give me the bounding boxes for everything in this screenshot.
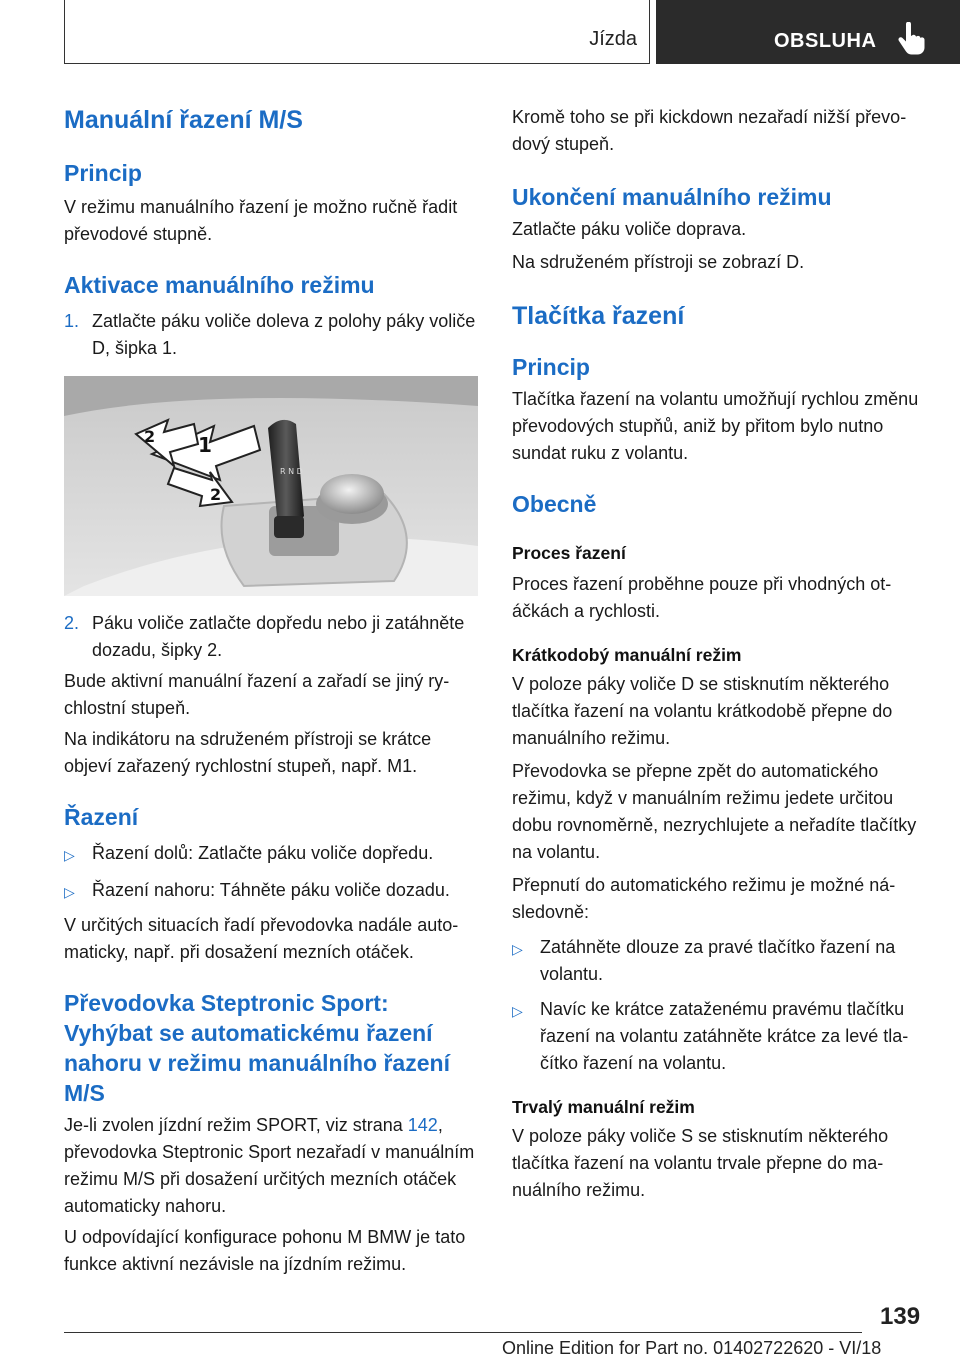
hand-pointer-icon <box>896 22 926 56</box>
bullet-shift-down <box>64 840 478 869</box>
section-title: Jízda <box>589 28 637 50</box>
heading-permanent: Trvalý manuální režim <box>512 1097 695 1117</box>
bullet-icon: ▷ <box>64 847 75 863</box>
heading-principle: Princip <box>64 160 142 186</box>
paragraph-sport <box>64 1112 478 1220</box>
heading-activation: Aktivace manuálního režimu <box>64 272 375 298</box>
paragraph-sport-a: Je-li zvolen jízdní režim SPORT, viz strana <box>64 1115 408 1135</box>
svg-text:1: 1 <box>198 433 212 457</box>
right-column <box>512 100 928 1204</box>
bullet-icon: ▷ <box>512 1003 523 1019</box>
paragraph-short-term: V poloze páky voliče D se stisknutím některého tlačítka řazení na volantu krátkodobě přepne do manuálního režimu. <box>512 674 893 748</box>
step-2-number: 2. <box>64 613 80 633</box>
footer-edition: Online Edition for Part no. 01402722620 - VI/18 <box>502 1338 882 1358</box>
paragraph-permanent: V poloze páky voliče S se stisknutím některého tlačítka řazení na volantu trvale přepne do manuálního režimu. <box>512 1126 889 1200</box>
paragraph-sport-b: , převodovka Steptronic Sport nezařadí v manuálním režimu M/S při dosažení určitých mezních otáček automaticky nahoru. <box>64 1115 475 1216</box>
heading-shifting: Řazení <box>64 804 139 830</box>
page-link-142[interactable]: 142 <box>407 1115 438 1135</box>
page-number: 139 <box>880 1303 921 1330</box>
gear-selector-photo <box>64 376 478 596</box>
paragraph-shows-d: Na sdruženém přístroji se zobrazí D. <box>512 252 805 272</box>
footer-rule <box>64 1332 862 1333</box>
bullet-shift-up-text: Řazení nahoru: Táhněte páku voliče dozadu. <box>92 880 450 900</box>
paragraph-process: Proces řazení proběhne pouze při vhodných otáčkách a rychlosti. <box>512 574 892 621</box>
bullet-pull-left <box>512 996 928 1077</box>
bullet-icon: ▷ <box>512 941 523 957</box>
svg-text:2: 2 <box>210 485 222 504</box>
bullet-shift-up <box>64 877 478 906</box>
bullet-icon: ▷ <box>64 884 75 900</box>
step-2-text: Páku voliče zatlačte dopředu nebo ji zatáhněte dozadu, šipky 2. <box>92 613 465 660</box>
gear-selector-illustration <box>64 376 478 596</box>
heading-steptronic: Převodovka Steptronic Sport: Vyhýbat se automatickému řazení nahoru v režimu manuálního řazení M/S <box>64 990 450 1106</box>
paragraph-switching: Přepnutí do automatického režimu je možné následovně: <box>512 875 896 922</box>
step-1 <box>64 308 478 362</box>
heading-manual-shifting: Manuální řazení M/S <box>64 106 303 134</box>
heading-shift-buttons: Tlačítka řazení <box>512 302 685 330</box>
bullet-pull-left-text: Navíc ke krátce zataženému pravému tlačítku řazení na volantu zatáhněte krátce za levé tlačítko řazení na volantu. <box>540 999 909 1073</box>
heading-process: Proces řazení <box>512 543 626 563</box>
paragraph-indicator: Na indikátoru na sdruženém přístroji se krátce objeví zařazený rychlostní stupeň, např. M1. <box>64 729 432 776</box>
chapter-title: OBSLUHA <box>774 30 877 52</box>
paragraph-situations: V určitých situacích řadí převodovka nadále automaticky, např. při dosažení mezních otáček. <box>64 915 459 962</box>
step-1-text: Zatlačte páku voliče doleva z polohy páky voliče D, šipka 1. <box>92 311 476 358</box>
heading-end-manual: Ukončení manuálního režimu <box>512 184 832 210</box>
paragraph-bmw: U odpovídající konfigurace pohonu M BMW je tato funkce aktivní nezávisle na jízdním režimu. <box>64 1227 466 1274</box>
step-2 <box>64 610 478 664</box>
paragraph-principle: V režimu manuálního řazení je možno ručně řadit převodové stupně. <box>64 197 458 244</box>
heading-principle-2: Princip <box>512 354 590 380</box>
heading-general: Obecně <box>512 491 597 517</box>
svg-text:2: 2 <box>144 427 156 446</box>
bullet-pull-right <box>512 934 928 988</box>
bullet-shift-down-text: Řazení dolů: Zatlačte páku voliče dopředu. <box>92 843 434 863</box>
paragraph-kickdown: Kromě toho se při kickdown nezařadí nižší převodový stupeň. <box>512 107 907 154</box>
svg-text:R N D: R N D <box>280 467 303 476</box>
paragraph-active: Bude aktivní manuální řazení a zařadí se jiný rychlostní stupeň. <box>64 671 450 718</box>
paragraph-switch-back: Převodovka se přepne zpět do automatického režimu, když v manuálním režimu jedete určitou dobu rovnoměrně, nezrychlujete a neřadíte tlačítky na volantu. <box>512 761 917 862</box>
bullet-pull-right-text: Zatáhněte dlouze za pravé tlačítko řazení na volantu. <box>540 937 896 984</box>
header-section-box <box>64 0 650 64</box>
header-chapter-box <box>656 0 960 64</box>
paragraph-principle-2: Tlačítka řazení na volantu umožňují rychlou změnu převodových stupňů, aniž by přitom bylo nutno sundat ruku z volantu. <box>512 389 919 463</box>
paragraph-push-right: Zatlačte páku voliče doprava. <box>512 219 747 239</box>
left-column <box>64 100 478 1278</box>
heading-short-term: Krátkodobý manuální režim <box>512 645 742 665</box>
step-1-number: 1. <box>64 311 80 331</box>
